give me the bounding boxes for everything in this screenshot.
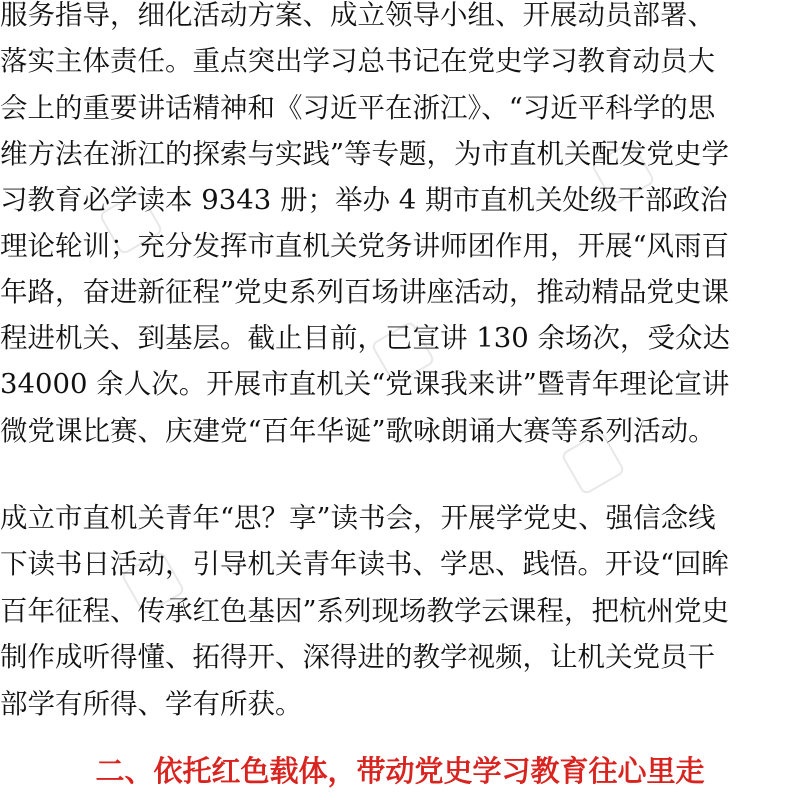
- paragraph-line: 部学有所得、学有所获。: [0, 688, 303, 720]
- paragraph-line: 维方法在浙江的探索与实践”等专题，为市直机关配发党史学: [0, 138, 730, 170]
- paragraph-line: 服务指导，细化活动方案、成立领导小组、开展动员部署、: [0, 0, 715, 31]
- paragraph-line: 制作成听得懂、拓得开、深得进的教学视频，让机关党员干: [0, 641, 715, 673]
- section-heading: 二、依托红色载体，带动党史学习教育往心里走: [95, 754, 705, 788]
- paragraph-line: 理论轮训；充分发挥市直机关党务讲师团作用，开展“风雨百: [0, 230, 730, 262]
- paragraph-line: 习教育必学读本 9343 册；举办 4 期市直机关处级干部政治: [0, 184, 728, 216]
- paragraph-line: 微党课比赛、庆建党“百年华诞”歌咏朗诵大赛等系列活动。: [0, 415, 716, 447]
- paragraph-line: 会上的重要讲话精神和《习近平在浙江》、“习近平科学的思: [0, 92, 716, 124]
- paragraph-line: 落实主体责任。重点突出学习总书记在党史学习教育动员大: [0, 45, 715, 77]
- paragraph-line: 34000 余人次。开展市直机关“党课我来讲”暨青年理论宣讲: [0, 368, 730, 400]
- paragraph-line: 成立市直机关青年“思？享”读书会，开展学党史、强信念线: [0, 502, 716, 534]
- paragraph-line: 百年征程、传承红色基因”系列现场教学云课程，把杭州党史: [0, 595, 730, 627]
- paragraph-line: 下读书日活动，引导机关青年读书、学思、践悟。开设“回眸: [0, 548, 730, 580]
- paragraph-line: 程进机关、到基层。截止目前，已宣讲 130 余场次，受众达: [0, 322, 730, 354]
- paragraph-line: 年路，奋进新征程”党史系列百场讲座活动，推动精品党史课: [0, 276, 730, 308]
